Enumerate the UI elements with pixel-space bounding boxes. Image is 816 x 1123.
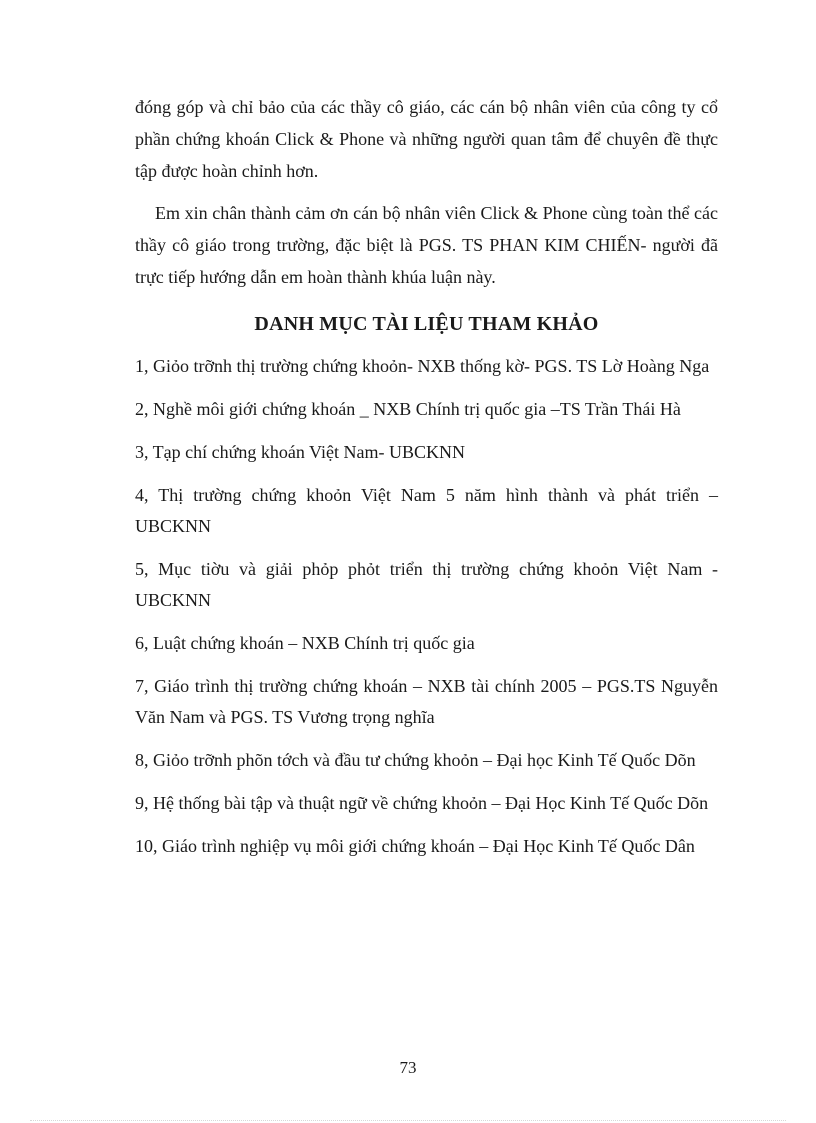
acknowledgement-paragraph-continued: đóng góp và chỉ bảo của các thầy cô giáo, các cán bộ nhân viên của công ty cổ phần chứng khoán Click & Phone và những người quan tâm để chuyên đề thực tập được hoàn chỉnh hơn. xyxy=(135,97,718,181)
reference-item-3: 3, Tạp chí chứng khoán Việt Nam- UBCKNN xyxy=(135,442,465,462)
reference-item-4: 4, Thị trường chứng khoỏn Việt Nam 5 năm hình thành và phát triển – UBCKNN xyxy=(135,485,718,536)
page-number: 73 xyxy=(399,1058,417,1077)
reference-item-10: 10, Giáo trình nghiệp vụ môi giới chứng khoán – Đại Học Kinh Tế Quốc Dân xyxy=(135,836,695,856)
acknowledgement-paragraph-thanks: Em xin chân thành cảm ơn cán bộ nhân viên Click & Phone cùng toàn thể các thầy cô giáo trong trường, đặc biệt là PGS. TS PHAN KIM CHIẾN- người đã trực tiếp hướng dẫn em hoàn thành khúa luận này. xyxy=(135,203,718,287)
page-bottom-divider xyxy=(30,1120,786,1121)
reference-item-6: 6, Luật chứng khoán – NXB Chính trị quốc gia xyxy=(135,633,475,653)
reference-item-2: 2, Nghề môi giới chứng khoán _ NXB Chính trị quốc gia –TS Trần Thái Hà xyxy=(135,399,681,419)
references-list xyxy=(135,351,718,862)
reference-item-1: 1, Giỏo trỡnh thị trường chứng khoỏn- NXB thống kờ- PGS. TS Lờ Hoàng Nga xyxy=(135,356,710,376)
references-heading: DANH MỤC TÀI LIỆU THAM KHẢO xyxy=(254,313,599,335)
page-content xyxy=(135,91,718,862)
reference-item-5: 5, Mục tiờu và giải phỏp phỏt triển thị trường chứng khoỏn Việt Nam - UBCKNN xyxy=(135,559,718,610)
reference-item-7: 7, Giáo trình thị trường chứng khoán – NXB tài chính 2005 – PGS.TS Nguyễn Văn Nam và PGS. TS Vương trọng nghĩa xyxy=(135,676,718,727)
reference-item-9: 9, Hệ thống bài tập và thuật ngữ về chứng khoỏn – Đại Học Kinh Tế Quốc Dõn xyxy=(135,793,709,813)
reference-item-8: 8, Giỏo trỡnh phõn tớch và đầu tư chứng khoỏn – Đại học Kinh Tế Quốc Dõn xyxy=(135,750,696,770)
